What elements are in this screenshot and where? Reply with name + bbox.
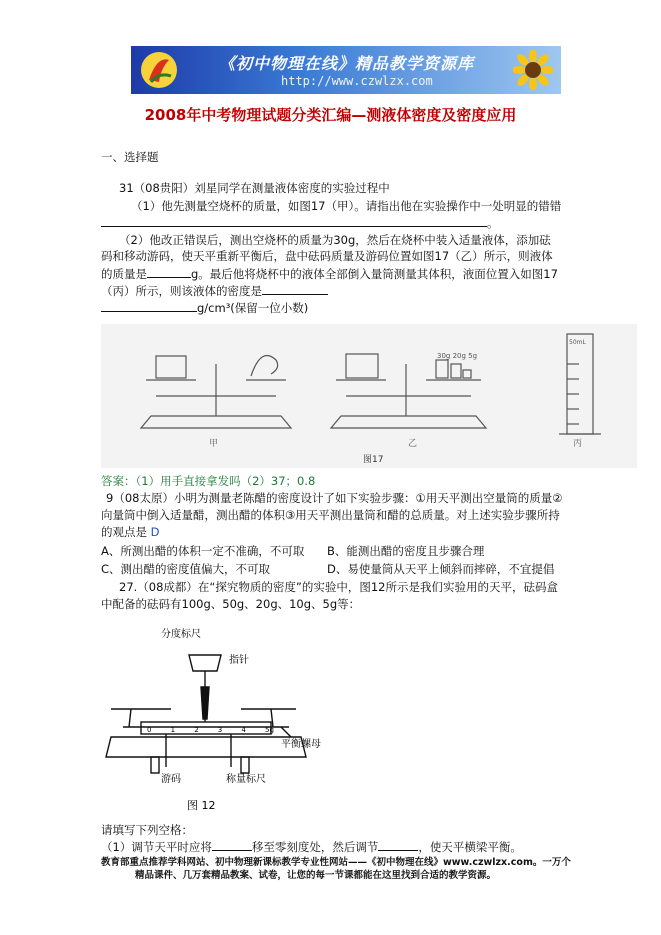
answer-blank[interactable] bbox=[378, 838, 418, 851]
document-title: 2008年中考物理试题分类汇编—测液体密度及密度应用 bbox=[144, 106, 517, 124]
fig12-label-scale: 分度标尺 bbox=[161, 629, 201, 640]
q31-part2-line2: 码和移动游码，使天平重新平衡后，盘中砝码质量及游码位置如图17（乙）所示，则液体 bbox=[101, 249, 553, 263]
answer-blank[interactable] bbox=[262, 282, 328, 295]
answer-blank[interactable] bbox=[101, 299, 197, 312]
footer-line1: 教育部重点推荐学科网站、初中物理新课标教学专业性网站——《初中物理在线》www.czwlzx.com。一万个 bbox=[101, 857, 571, 868]
footer-line2: 精品课件、几万套精品教案、试卷，让您的每一节课都能在这里找到合适的教学资源。 bbox=[135, 870, 497, 881]
q27-line1: 27.（08成都）在“探究物质的密度”的实验中，图12所示是我们实验用的天平，砝码盒 bbox=[119, 580, 558, 594]
fig12-caption: 图 12 bbox=[187, 799, 216, 812]
figure-12-drawing bbox=[101, 627, 321, 817]
beam-tick-label: 0 bbox=[147, 726, 152, 734]
balance-a bbox=[141, 356, 291, 428]
balance-b bbox=[331, 354, 486, 428]
q27-line2: 中配备的砝码有100g、50g、20g、10g、5g等： bbox=[101, 597, 361, 611]
beam-tick-label: 3 bbox=[217, 726, 223, 734]
answer-blank[interactable] bbox=[212, 838, 252, 851]
answer-blank[interactable] bbox=[101, 214, 487, 227]
q9-line2: 向量筒中倒入适量醋，测出醋的体积③用天平测出量筒和醋的总质量。对上述实验步骤所持 bbox=[101, 508, 560, 522]
fig17-caption: 图17 bbox=[363, 455, 384, 465]
q9-option-b: B、能测出醋的密度且步骤合理 bbox=[327, 544, 485, 558]
fig17-label-a: 甲 bbox=[209, 439, 219, 449]
q31-part2-line4: （丙）所示，则该液体的密度是 bbox=[101, 282, 328, 299]
fill-in-intro: 请填写下列空格： bbox=[101, 823, 193, 837]
fill-in-1: （1）调节天平时应将 移至零刻度处，然后调节 ，使天平横梁平衡。 bbox=[101, 840, 522, 854]
q31-part2-line3: 的质量是 g。最后他将烧杯中的液体全部倒入量筒测量其体积，液面位置入如图17 bbox=[101, 267, 558, 281]
figure-17-drawing bbox=[101, 324, 637, 468]
q9-option-c: C、测出醋的密度值偏大，不可取 bbox=[101, 562, 271, 576]
q9-line1: 9（08太原）小明为测量老陈醋的密度设计了如下实验步骤：①用天平测出空量筒的质量② bbox=[106, 491, 563, 505]
site-logo-icon bbox=[139, 50, 179, 90]
q31-part1-answer-line: 。 bbox=[101, 214, 499, 231]
q9-option-a: A、所测出醋的体积一定不准确，不可取 bbox=[101, 544, 305, 558]
fig12-label-beam: 称量标尺 bbox=[226, 774, 266, 785]
q31-part2-line1: （2）他改正错误后，测出空烧杯的质量为30g，然后在烧杯中装入适量液体，添加砝 bbox=[119, 233, 551, 247]
banner-url[interactable]: http://www.czwlzx.com bbox=[281, 74, 433, 88]
beam-tick-label: 4 bbox=[241, 726, 246, 734]
q9-option-d: D、易使量筒从天平上倾斜而摔碎，不宜提倡 bbox=[327, 562, 555, 576]
figure-17 bbox=[101, 324, 637, 468]
answer-blank[interactable] bbox=[147, 265, 191, 278]
q9-answer: D bbox=[150, 525, 160, 539]
q31-part2-line5: g/cm³(保留一位小数) bbox=[101, 299, 308, 316]
site-banner bbox=[131, 46, 561, 94]
fig17-label-c: 丙 bbox=[573, 439, 583, 449]
beam-tick-label: 1 bbox=[170, 726, 176, 734]
balance-diagram bbox=[106, 655, 306, 773]
beam-tick-label: 2 bbox=[194, 726, 199, 734]
sunflower-icon bbox=[513, 50, 553, 90]
cylinder-scale-label: 50mL bbox=[569, 339, 586, 346]
graduated-cylinder bbox=[559, 334, 601, 434]
fig12-label-pointer: 指针 bbox=[229, 655, 249, 666]
fig12-label-rider: 游码 bbox=[161, 774, 181, 785]
q9-line3: 的观点是 D bbox=[101, 525, 160, 539]
q31-answer: 答案：（1）用手直接拿发吗（2）37；0.8 bbox=[101, 474, 316, 488]
fig17-label-b: 乙 bbox=[408, 439, 418, 449]
section-heading: 一、选择题 bbox=[101, 150, 159, 164]
banner-title: 《初中物理在线》精品教学资源库 bbox=[219, 54, 475, 73]
fig17-weights-label: 30g 20g 5g bbox=[437, 352, 478, 360]
figure-12 bbox=[101, 627, 321, 817]
beam-tick-label: 5g bbox=[265, 726, 274, 734]
q31-part1: （1）他先测量空烧杯的质量，如图17（甲）。请指出他在实验操作中一处明显的错错 bbox=[131, 199, 562, 213]
q31-stem: 31（08贵阳）刘星同学在测量液体密度的实验过程中 bbox=[119, 181, 390, 195]
fig12-label-nut: 平衡螺母 bbox=[281, 739, 321, 750]
